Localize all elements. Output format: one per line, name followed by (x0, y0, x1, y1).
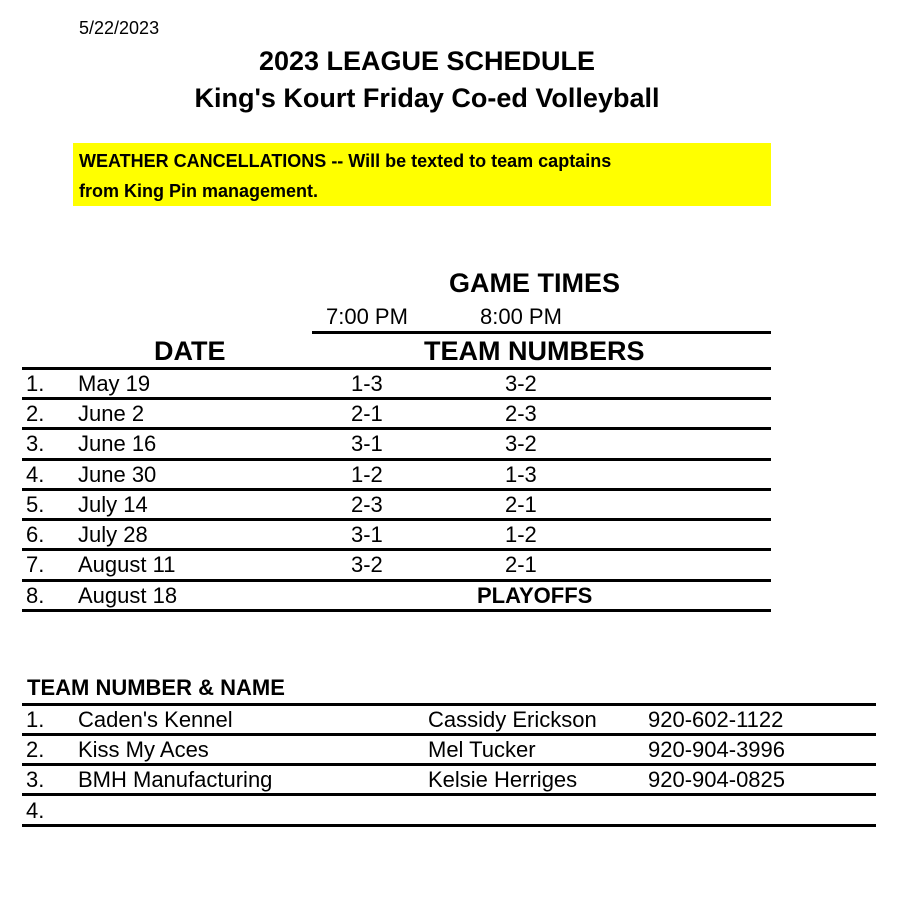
row-number: 7. (26, 552, 45, 577)
game-2-teams: 1-2 (505, 522, 537, 547)
team-name: Caden's Kennel (78, 707, 233, 732)
playoffs-label: PLAYOFFS (477, 583, 593, 608)
game-2-teams: 3-2 (505, 371, 537, 396)
table-row (0, 550, 922, 580)
game-date: May 19 (78, 371, 151, 396)
game-1-teams: 1-2 (351, 462, 383, 487)
game-2-teams: 1-3 (505, 462, 537, 487)
table-row (0, 490, 922, 520)
game-date: July 14 (78, 492, 148, 517)
game-date: July 28 (78, 522, 148, 547)
divider (312, 331, 771, 334)
captain-phone: 920-602-1122 (648, 707, 784, 732)
table-row (0, 369, 922, 399)
game-date: June 2 (78, 401, 145, 426)
game-2-teams: 3-2 (505, 431, 537, 456)
document-date: 5/22/2023 (79, 18, 160, 38)
divider (22, 609, 771, 612)
team-number: 1. (26, 707, 45, 732)
game-date: June 16 (78, 431, 157, 456)
team-name: BMH Manufacturing (78, 767, 273, 792)
team-captain: Mel Tucker (428, 737, 536, 762)
team-number: 4. (26, 798, 45, 823)
game-1-teams: 1-3 (351, 371, 383, 396)
team-captain: Kelsie Herriges (428, 767, 578, 792)
game-2-teams: 2-1 (505, 492, 537, 517)
game-date: August 18 (78, 583, 178, 608)
table-row (0, 796, 922, 826)
game-2-teams: 2-1 (505, 552, 537, 577)
divider (22, 824, 876, 827)
team-name: Kiss My Aces (78, 737, 209, 762)
table-row (0, 735, 922, 765)
game-1-teams: 2-3 (351, 492, 383, 517)
team-number: 2. (26, 737, 45, 762)
row-number: 3. (26, 431, 45, 456)
table-row (0, 705, 922, 735)
game-1-teams: 3-1 (351, 522, 383, 547)
page-subtitle: King's Kourt Friday Co-ed Volleyball (194, 83, 660, 113)
row-number: 4. (26, 462, 45, 487)
time-slot-1: 7:00 PM (326, 304, 408, 329)
date-column-header: DATE (154, 336, 226, 366)
table-row (0, 520, 922, 550)
weather-notice-line-1: WEATHER CANCELLATIONS -- Will be texted to team captains (79, 151, 612, 171)
team-numbers-column-header: TEAM NUMBERS (424, 336, 645, 366)
game-1-teams: 3-1 (351, 431, 383, 456)
row-number: 8. (26, 583, 45, 608)
captain-phone: 920-904-0825 (648, 767, 786, 792)
captain-phone: 920-904-3996 (648, 737, 786, 762)
row-number: 5. (26, 492, 45, 517)
game-date: August 11 (78, 552, 176, 577)
table-row (0, 765, 922, 795)
table-row (0, 429, 922, 459)
game-2-teams: 2-3 (505, 401, 537, 426)
weather-notice (73, 143, 771, 206)
teams-heading: TEAM NUMBER & NAME (27, 675, 285, 700)
row-number: 1. (26, 371, 45, 396)
row-number: 6. (26, 522, 45, 547)
game-1-teams: 3-2 (351, 552, 383, 577)
team-captain: Cassidy Erickson (428, 707, 597, 732)
row-number: 2. (26, 401, 45, 426)
game-date: June 30 (78, 462, 157, 487)
game-times-heading: GAME TIMES (449, 268, 621, 298)
time-slot-2: 8:00 PM (480, 304, 562, 329)
table-row (0, 460, 922, 490)
page-title: 2023 LEAGUE SCHEDULE (258, 46, 596, 76)
weather-notice-line-2: from King Pin management. (79, 181, 319, 201)
game-1-teams: 2-1 (351, 401, 383, 426)
team-number: 3. (26, 767, 45, 792)
table-row (0, 399, 922, 429)
table-row (0, 581, 922, 611)
